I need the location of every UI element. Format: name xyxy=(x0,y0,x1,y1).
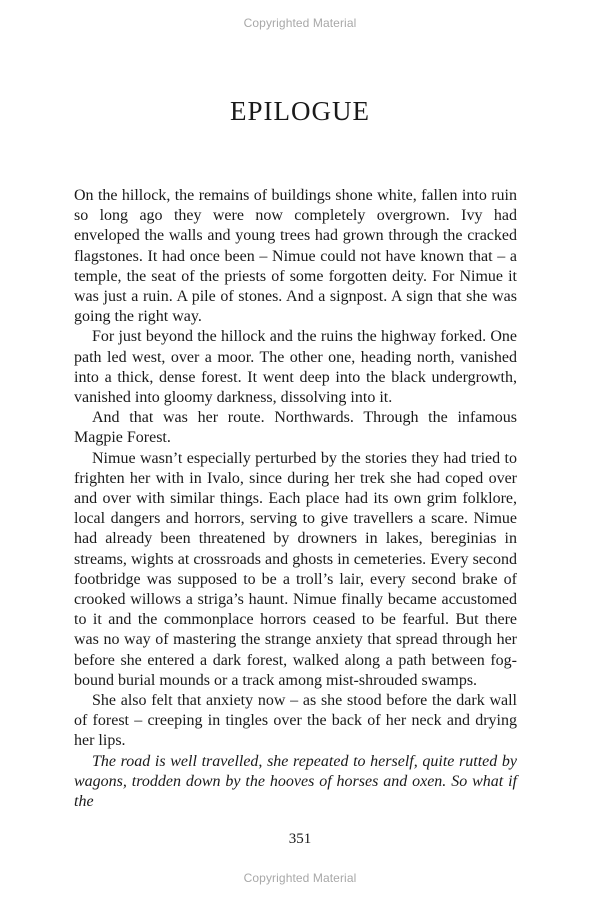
paragraph-3: And that was her route. Northwards. Through the infamous Magpie Forest. xyxy=(74,409,517,447)
body-text xyxy=(74,186,517,812)
paragraph-5: She also felt that anxiety now – as she stood before the dark wall of forest – creeping in tingles over the back of her neck and drying her lips. xyxy=(74,692,517,750)
page-number: 351 xyxy=(288,831,312,847)
chapter-title: EPILOGUE xyxy=(230,96,370,126)
paragraph-6: The road is well travelled, she repeated to herself, quite rutted by wagons, trodden down by the hooves of horses and oxen. So what if the xyxy=(74,752,517,811)
copyright-watermark-top: Copyrighted Material xyxy=(243,16,357,30)
paragraph-1: On the hillock, the remains of buildings shone white, fallen into ruin so long ago they were now completely overgrown. Ivy had enveloped the walls and young trees had grown through the cracked flagstones. It had once been – Nimue could not have known that – a temple, the seat of the priests of some forgotten deity. For Nimue it was just a ruin. A pile of stones. And a signpost. A sign that she was going the right way. xyxy=(74,187,517,326)
copyright-watermark-bottom: Copyrighted Material xyxy=(243,871,357,885)
paragraph-4: Nimue wasn’t especially perturbed by the stories they had tried to frighten her with in Ivalo, since during her trek she had coped over and over with similar things. Each place had its own grim folklore, local dangers and horrors, serving to give travellers a scare. Nimue had already been threatened by drowners in lakes, bereginias in streams, wights at crossroads and ghosts in cemeteries. Every second footbridge was supposed to be a troll’s lair, every second brake of crooked willows a striga’s haunt. Nimue finally became accustomed to it and the commonplace horrors ceased to be fearful. But there was no way of mastering the strange anxiety that spread through her before she entered a dark forest, walked along a path between fog-bound burial mounds or a track among mist-shrouded swamps. xyxy=(74,449,517,689)
paragraph-2: For just beyond the hillock and the ruins the highway forked. One path led west, over a moor. The other one, heading north, vanished into a thick, dense forest. It went deep into the black undergrowth, vanished into gloomy darkness, dissolving into it. xyxy=(74,328,517,407)
